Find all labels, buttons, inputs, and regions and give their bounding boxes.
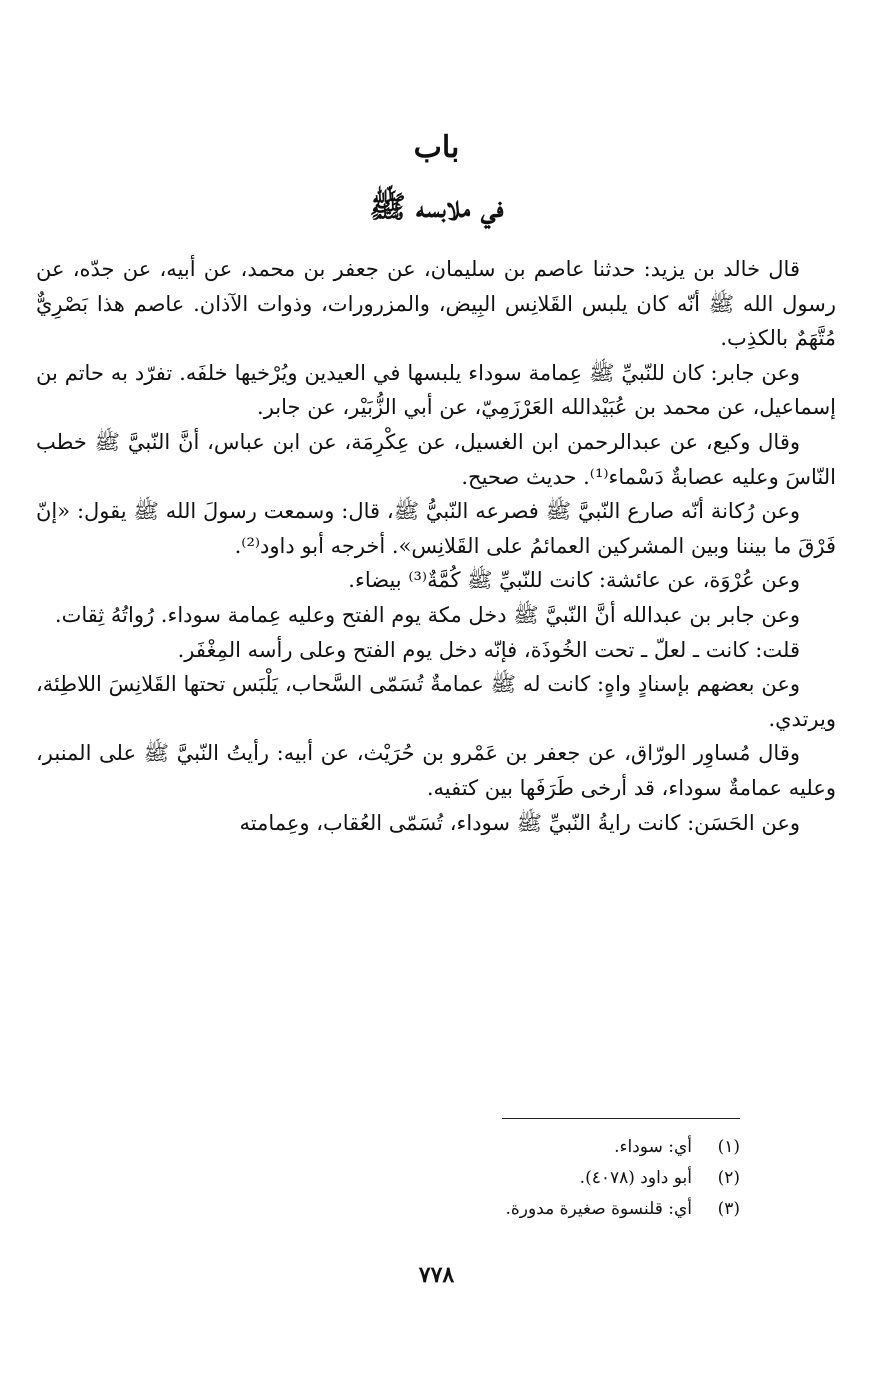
paragraph: وعن بعضهم بإسنادٍ واهٍ: كانت له ﷺ عمامةٌ تُسَمّى السَّحاب، يَلْبَس تحتها القَلانِسَ اللاطِئة، ويرتدي.	[36, 672, 836, 731]
footnote-number: (٢)	[717, 1168, 740, 1188]
footnote-text: أي: سوداء.	[614, 1137, 692, 1157]
footnote	[300, 1132, 740, 1163]
paragraph: قال خالد بن يزيد: حدثنا عاصم بن سليمان، عن جعفر بن محمد، عن أبيه، عن جدّه، عن رسول الله ﷺ أنّه كان يلبس القَلانِس البِيض، والمزرورات، وذوات الآذان. عاصم هذا بَصْرِيٌّ مُتَّهَمٌ بالكذِب.	[36, 257, 836, 351]
paragraph: وعن الحَسَن: كانت رايةُ النّبيِّ ﷺ سوداء، تُسَمّى العُقاب، وعِمامته	[239, 810, 800, 835]
footnote-number: (٣)	[717, 1199, 740, 1219]
footnotes	[300, 1132, 740, 1225]
paragraph: وعن جابر: كان للنّبيِّ ﷺ عِمامة سوداء يلبسها في العيدين ويُرْخيها خلفَه. تفرّد به حاتم بن إسماعيل، عن محمد بن عُبَيْدالله العَرْزَمِيّ، عن أبي الزُّبَيْر، عن جابر.	[36, 360, 836, 420]
paragraph: وقال وكيع، عن عبدالرحمن ابن الغسيل، عن عِكْرِمَة، عن ابن عباس، أنَّ النّبيَّ ﷺ خطب النّاسَ وعليه عصابةٌ دَسْماء⁽¹⁾. حديث صحيح.	[36, 429, 836, 489]
footnote	[300, 1163, 740, 1194]
page-number: ٧٧٨	[418, 1262, 455, 1288]
paragraph: وقال مُساوِر الورّاق، عن جعفر بن عَمْرو بن حُرَيْث، عن أبيه: رأيتُ النّبيَّ ﷺ على المنبر، وعليه عمامةٌ سوداء، قد أرخى طَرَفَها بين كتفيه.	[36, 741, 836, 800]
footnote-text: أي: قلنسوة صغيرة مدورة.	[505, 1199, 692, 1219]
paragraph: وعن رُكانة أنّه صارع النّبيَّ ﷺ فصرعه النّبيُّ ﷺ، قال: وسمعت رسولَ الله ﷺ يقول: «إنّ فَرْقَ ما بيننا وبين المشركين العمائمُ على القَلانِس». أخرجه أبو داود⁽²⁾.	[36, 499, 836, 558]
footnote-number: (١)	[717, 1137, 740, 1157]
footnote-divider	[502, 1118, 740, 1119]
paragraph: وعن عُرْوَة، عن عائشة: كانت للنّبيِّ ﷺ كُمَّةٌ⁽³⁾ بيضاء.	[348, 568, 800, 593]
footnote	[300, 1194, 740, 1225]
main-text	[36, 252, 836, 840]
paragraph: قلت: كانت ـ لعلّ ـ تحت الخُوذَة، فإنّه دخل يوم الفتح وعلى رأسه المِغْفَر.	[177, 637, 800, 662]
footnote-text: أبو داود (٤٠٧٨).	[579, 1168, 692, 1188]
paragraph: وعن جابر بن عبدالله أنَّ النّبيَّ ﷺ دخل مكة يوم الفتح وعليه عِمامة سوداء. رُواتُهُ ثِقات.	[54, 602, 800, 627]
chapter-title: في ملابسه ﷺ	[369, 190, 504, 225]
chapter-heading: باب	[413, 130, 460, 165]
